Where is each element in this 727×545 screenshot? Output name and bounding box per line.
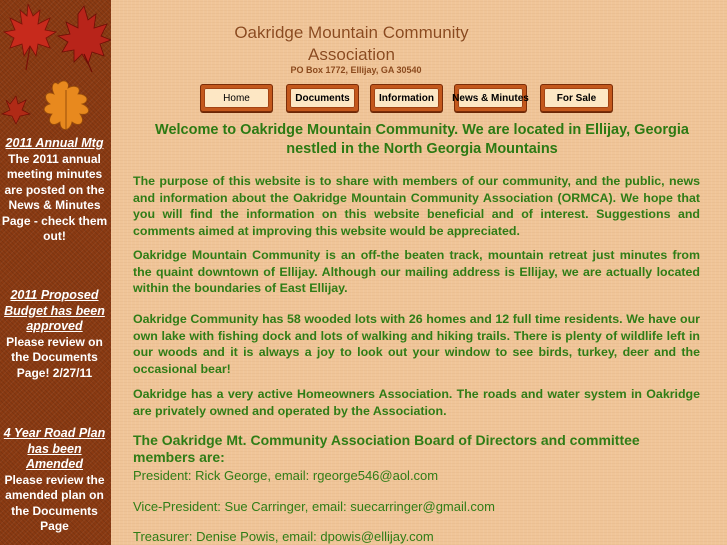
nav-documents-button[interactable] — [286, 84, 359, 112]
main-content — [111, 0, 727, 545]
community-paragraph: Oakridge Community has 58 wooded lots with 26 homes and 12 full time residents. We have our own lake with fishing dock and lots of walking and hiking trails. There is plenty of wildlife left in our woods and it is always a joy to look out your window to see birds, turkey, deer and the occasional bear! — [133, 312, 700, 376]
association-paragraph: Oakridge has a very active Homeowners Association. The roads and water system in Oakridge are privately owned and operated by the Association. — [133, 387, 700, 418]
sidebar-news-text: The 2011 annual meeting minutes are posted on the News & Minutes Page - check them out! — [1, 151, 108, 243]
site-title: Oakridge Mountain Community Association — [234, 23, 469, 64]
nav-for-sale-button[interactable] — [540, 84, 613, 112]
sidebar-news-link[interactable]: 2011 Annual Mtg — [5, 136, 104, 150]
nav-information-button[interactable] — [370, 84, 443, 112]
welcome-heading: Welcome to Oakridge Mountain Community. We are located in Ellijay, Georgia nestled in the North Georgia Mountains — [155, 122, 689, 157]
sidebar-news-item — [0, 136, 109, 245]
sidebar — [0, 0, 112, 545]
autumn-leaves-graphic — [0, 0, 111, 140]
sidebar-news-text: Please review the amended plan on the Documents Page — [4, 472, 105, 533]
nav-information-label: Information — [374, 88, 439, 108]
sidebar-news-item — [0, 288, 109, 381]
site-address: PO Box 1772, Ellijay, GA 30540 — [290, 65, 422, 75]
nav-home-label: Home — [204, 88, 269, 108]
nav-news-minutes-button[interactable] — [454, 84, 527, 112]
nav-documents-label: Documents — [290, 88, 355, 108]
officer-vice-president: Vice-President: Sue Carringer, email: suecarringer@gmail.com — [133, 499, 495, 514]
officer-treasurer: Treasurer: Denise Powis, email: dpowis@ellijay.com — [133, 529, 434, 544]
intro-paragraph: The purpose of this website is to share with members of our community, and the public, news and information about the Oakridge Mountain Community Association (ORMCA). We hope that you will find the information on this website beneficial and of interest. Suggestions and comments aimed at improving this website would be appreciated. — [133, 174, 700, 238]
location-paragraph: Oakridge Mountain Community is an off-the beaten track, mountain retreat just minutes from the quaint downtown of Ellijay. Although our mailing address is Ellijay, we are actually located within the boundaries of East Ellijay. — [133, 248, 700, 295]
sidebar-news-link[interactable]: 2011 Proposed Budget has been approved — [4, 288, 105, 333]
sidebar-news-text: Please review on the Documents Page! 2/27/11 — [6, 334, 103, 380]
officer-president: President: Rick George, email: rgeorge546@aol.com — [133, 468, 439, 483]
maple-leaf-icon — [2, 96, 30, 124]
nav-for-sale-label: For Sale — [544, 88, 609, 108]
nav-news-minutes-label: News & Minutes — [458, 88, 523, 108]
sidebar-news-link[interactable]: 4 Year Road Plan has been Amended — [3, 426, 106, 471]
sidebar-news-item — [0, 426, 109, 535]
board-heading: The Oakridge Mt. Community Association Board of Directors and committee members are: — [133, 432, 640, 465]
nav-home-button[interactable] — [200, 84, 273, 112]
